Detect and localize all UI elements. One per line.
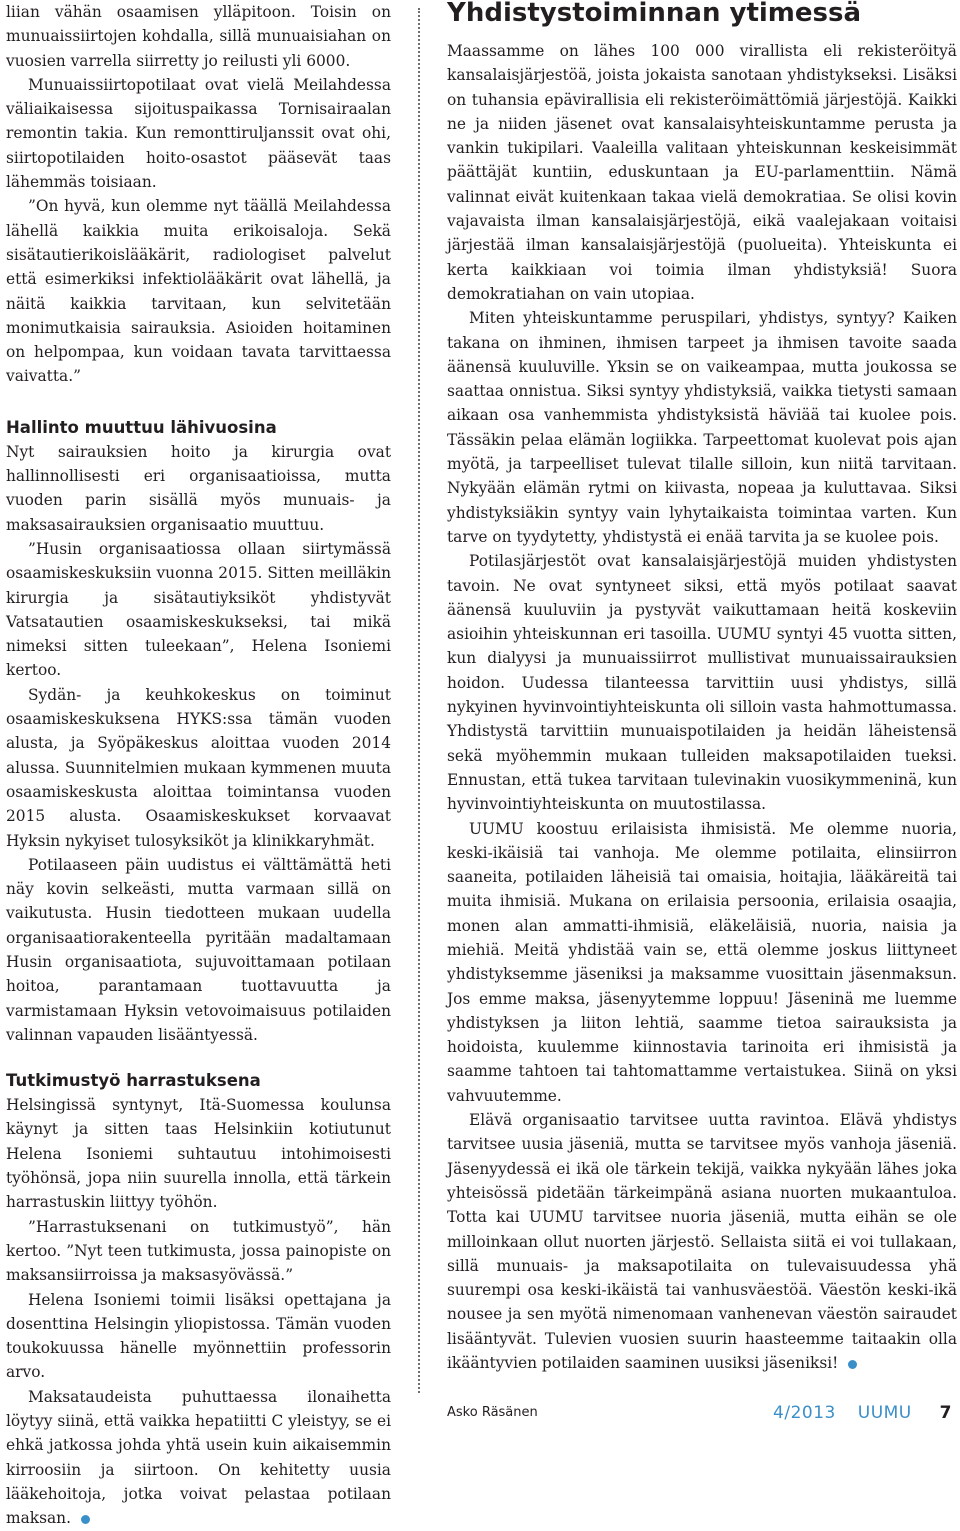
paragraph: Helena Isoniemi toimii lisäksi opettajana ja dosenttina Helsingin yliopistossa. Tämän vuoden toukokuussa hänelle myönnettiin professorin arvo. [6,1290,391,1382]
paragraph-last [6,1385,391,1531]
paragraph: Helsingissä syntynyt, Itä-Suomessa koulunsa käynyt ja sitten taas Helsinkiin kotiutunut Helena Isoniemi suhtautuu intohimoisesti työhönsä, jopa niin suurella innolla, että tärkein harrastuskin liittyy työhön. [6,1096,391,1212]
paragraph: Potilaaseen päin uudistus ei välttämättä heti näy kovin selkeästi, mutta varmaan sillä on vaikutusta. Husin tiedotteen mukaan uudella organisaatiorakenteella pyritään madaltamaan Husin organisaatiota, sujuvoittamaan potilaan hoitoa, parantamaan tuottavuutta ja varmistamaan Hyksin vetovoimaisuus potilaiden valinnan vapauden lisääntyessä. [6,855,391,1044]
paragraph-last [447,1108,957,1375]
column-divider [418,8,420,1393]
issue-number: 4/2013 [773,1403,836,1423]
paragraph: ”Husin organisaatiossa ollaan siirtymässä osaamiskeskuksiin vuonna 2015. Sitten meilläkin kirurgia ja sisätautiyksiköt yhdistyvät Vatsatautien osaamiskeskukseksi, tai mikä nimeksi sitten tuleekaan”, Helena Isoniemi kertoo. [6,539,391,680]
page-number: 7 [939,1403,952,1423]
paragraph: Munuaissiirtopotilaat ovat vielä Meilahdessa väliaikaisessa sijoituspaikassa Tornisairaalan remontin takia. Kun remonttiruljanssit ovat ohi, siirtopotilaiden hoito-osastot pääsevät taas lähemmäs toisiaan. [6,75,391,192]
paragraph-text: Maksataudeista puhuttaessa ilonaihetta löytyy siinä, että vaikka hepatiitti C yleistyy, se ei ehkä jatkossa johda yhtä usein kuin aikaisemmin kirroosiin ja siirtoon. On kehitetty uusia lääkehoitoja, jotka voivat pelastaa potilaan maksan. [6,1387,391,1528]
paragraph: ”On hyvä, kun olemme nyt täällä Meilahdessa lähellä kaikkia muita erikoisaloja. Sekä sisätautierikoislääkärit, radiologiset palvelut että esimerkiksi infektiolääkärit ovat lähellä, ja näitä kaikkia tarvitaan, kun selvitetään monimutkaisia sairauksia. Asioiden hoitaminen on helpompaa, kun voidaan tavata tarvittaessa vaivatta.” [6,197,391,386]
paragraph: Potilasjärjestöt ovat kansalaisjärjestöjä muiden yhdistysten tavoin. Ne ovat syntyneet siksi, että myös potilaat saavat äänensä kuuluviin ja pystyvät vaikuttamaan heitä koskeviin asioihin yhteiskunnan eri tasoilla. UUMU syntyi 45 vuotta sitten, kun dialyysi ja munuaissiirrot mullistivat munuaissairauksien hoidon. Uudessa tilanteessa tarvittiin uusi yhdistys, sillä nykyinen hyvinvointiyhteiskunta oli silloin vasta hahmottumassa. Yhdistystä tarvittiin munuaispotilaiden ja heidän läheistensä sekä myöhemmin mukaan tulleiden maksapotilaiden tueksi. Ennustan, että tukea tarvitaan tulevinakin vuosikymmeninä, kun hyvinvointiyhteiskunta on muutostilassa. [447,552,957,814]
paragraph: ”Harrastuksenani on tutkimustyö”, hän kertoo. ”Nyt teen tutkimusta, jossa painopiste on maksansiirroissa ja maksasyövässä.” [6,1217,391,1285]
paragraph: Nyt sairauksien hoito ja kirurgia ovat hallinnollisesti eri organisaatioissa, mutta vuoden parin sisällä myös munuais- ja maksasairauksien organisaatio muuttuu. [6,442,391,534]
article-title: Yhdistystoiminnan ytimessä [447,0,862,28]
end-of-article-icon [81,1515,90,1524]
paragraph: Miten yhteiskuntamme peruspilari, yhdistys, syntyy? Kaiken takana on ihminen, ihmisen tarpeet ja ihmisen tavoite saada äänensä kuuluville. Yksin se on vaikeampaa, mutta joukossa se saattaa onnistua. Siksi syntyy yhdistyksiä, vaikka tietysti samaan aikaan osa vanhemmista yhdistyksistä häviää tai kuolee pois. Tässäkin pelaa elämän logiikka. Tarpeettomat kuolevat pois ajan myötä, ja tarpeelliset tulevat tilalle silloin, kun niitä tarvitaan. Nykyään elämän rytmi on kiivasta, nopeaa ja kuluttavaa. Siksi yhdistyksiäkin syntyy vain lyhytaikaista toimintaa varten. Kun tarve on tyydytetty, yhdistystä ei enää tarvita ja se kuolee pois. [447,309,957,546]
paragraph: liian vähän osaamisen ylläpitoon. Toisin on munuaissiirtojen kohdalla, sillä munuaisiahan on vuosien varrella siirretty jo reilusti yli 6000. [6,3,391,70]
end-of-article-icon [848,1360,857,1369]
section-heading: Tutkimustyö harrastuksena [6,1071,261,1091]
magazine-name: UUMU [857,1403,912,1423]
page-footer [757,1403,952,1423]
paragraph-text: Elävä organisaatio tarvitsee uutta ravintoa. Elävä yhdistys tarvitsee uusia jäseniä, mutta se tarvitsee myös vanhoja jäseniä. Jäsenyydessä ei ikä ole tärkein tekijä, vaikka nykyään lähes joka yhteisössä pidetään tärkeimpänä asiana nuorten mukaantuloa. Totta kai UUMU tarvitsee nuoria jäseniä, mutta eihän se ole milloinkaan ollut nuorten järjestö. Sellaista siitä ei voi tullakaan, sillä munuais- ja maksapotilaita on tulevaisuudessa yhä suurempi osa keski-ikäistä tai vanhusväestöä. Väestön keski-ikä nousee ja sen myötä nimenomaan vanhenevan väestön sairaudet lisääntyvät. Tulevien vuosien suurin haasteemme taitaakin olla ikääntyvien potilaiden saaminen uusiksi jäseniksi! [447,1111,957,1373]
author-byline: Asko Räsänen [447,1405,538,1421]
paragraph: Maassamme on lähes 100 000 virallista eli rekisteröityä kansalaisjärjestöä, joista jokaista sanotaan yhdistykseksi. Lisäksi on tuhansia epävirallisia eli rekisteröimättömiä järjestöjä. Kaikki ne ja niiden jäsenet ovat kansalaisyhteiskuntamme perusta ja vankin tukipilari. Vaaleilla valitaan yhteiskunnan keskeisimmät päättäjät kuntiin, eduskuntaan ja EU-parlamenttiin. Nämä valinnat eivät kuitenkaan takaa vielä demokratiaa. Se olisi kovin vajavaista ilman kansalaisjärjestöjä, eikä vaalejakaan voitaisi järjestää ilman kansalaisjärjestöjä (puolueita). Yhteiskunta ei kerta kaikkiaan voi toimia ilman yhdistyksiä! Suora demokratiahan on vain utopiaa. [447,42,957,303]
right-column [447,0,957,1420]
left-column [6,0,391,1531]
paragraph: UUMU koostuu erilaisista ihmisistä. Me olemme nuoria, keski-ikäisiä tai vanhoja. Me olemme potilaita, elinsiirron saaneita, potilaiden läheisiä tai omaisia, hoitajia, lääkäreitä tai muita ihmisiä. Mukana on erilaisia persoonia, erilaisia osaajia, monen alan ammatti-ihmisiä, eläkeläisiä, nuoria, naisia ja miehiä. Meitä yhdistää vain se, että olemme joskus liittyneet yhdistyksemme jäseniksi ja maksamme vuosittain jäsenmaksun. Jos emme maksa, jäsenyytemme loppuu! Jäseninä me luemme yhdistyksen ja liiton lehtiä, saamme tietoa sairauksista ja hoidoista, kuulemme kiinnostavia tarinoita eri ihmisistä ja saamme tahtoen tai tahtomattamme vertaistukea. Siinä on yksi vahvuutemme. [447,819,957,1105]
section-heading: Hallinto muuttuu lähivuosina [6,417,277,437]
paragraph: Sydän- ja keuhkokeskus on toiminut osaamiskeskuksena HYKS:ssa tämän vuoden alusta, ja Syöpäkeskus aloittaa vuoden 2014 alussa. Suunnitelmien mukaan kymmenen muuta osaamiskeskusta aloittaa toimintansa vuoden 2015 alusta. Osaamiskeskukset korvaavat Hyksin nykyiset tulosyksiköt ja klinikkaryhmät. [6,685,391,850]
